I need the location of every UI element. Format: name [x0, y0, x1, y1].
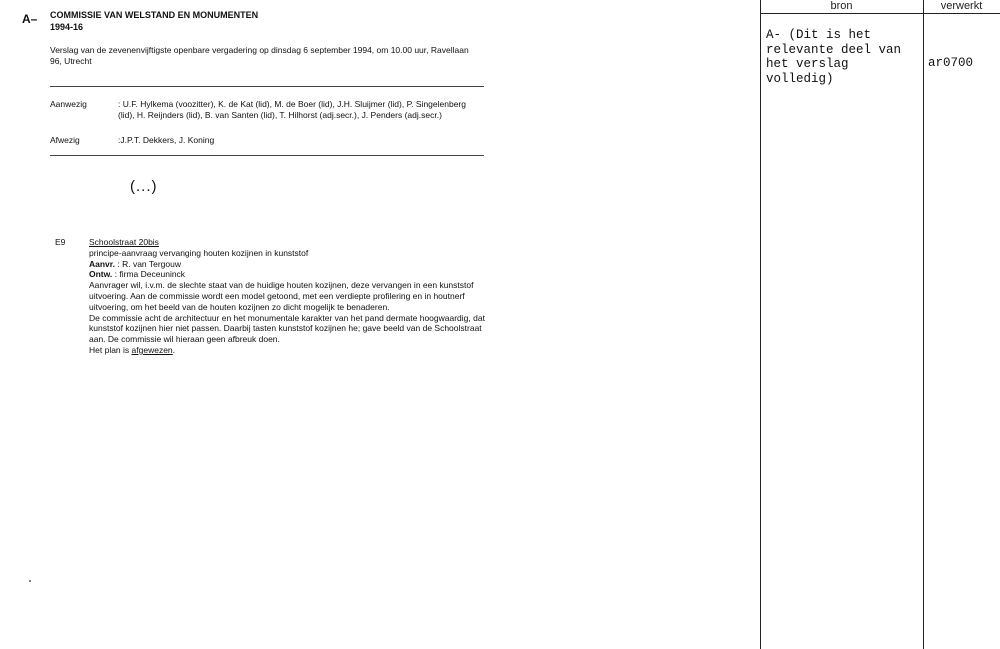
table-border-left: [760, 0, 761, 649]
omission-marker: (...): [130, 178, 158, 195]
item-conclusion: [89, 345, 494, 356]
divider: [50, 86, 484, 87]
agenda-item: [89, 237, 494, 356]
table-header-rule: [760, 13, 1000, 14]
present-list: : U.F. Hylkema (voozitter), K. de Kat (lid), M. de Boer (lid), J.H. Sluijmer (lid), P. Singelenberg (lid), H. Reijnders (lid), B. van Santen (lid), T. Hilhorst (adj.secr.), J. Penders (adj.secr.): [118, 99, 466, 120]
item-street: Schoolstraat 20bis: [89, 237, 159, 247]
conclusion-prefix: Het plan is: [89, 344, 130, 355]
item-code: E9: [55, 237, 66, 247]
absent-label: Afwezig: [50, 135, 80, 145]
document-year: 1994-16: [50, 22, 84, 32]
ontw-label: Ontw.: [89, 269, 113, 280]
item-subject: principe-aanvraag vervanging houten kozijnen in kunststof: [89, 247, 309, 258]
present-label: Aanwezig: [50, 99, 87, 109]
document-header: [50, 9, 258, 33]
scan-speck: [29, 580, 31, 582]
conclusion-suffix: .: [172, 344, 176, 355]
meeting-description: Verslag van de zevenenvijftigste openbare vergadering op dinsdag 6 september 1994, om 10.00 uur, Ravellaan 96, Utrecht: [50, 45, 469, 66]
aanvr-label: Aanvr.: [89, 258, 115, 269]
column-header-verwerkt: verwerkt: [940, 0, 983, 12]
item-paragraph-2: De commissie acht de architectuur en het monumentale karakter van het pand dermate hoogwaardig, dat kunststof kozijnen hier niet passen. Daarbij tasten kunststof kozijnen he; gave beeld van de Schoolstraat aan. De commissie wil hieraan geen afbreuk doen.: [89, 312, 485, 345]
item-paragraph-1: Aanvrager wil, i.v.m. de slechte staat van de huidige houten kozijnen, deze vervangen in een kunststof uitvoering. Aan de commissie wordt een model getoond, met een verdiepte profilering en in houtnerf uitvoering, om het beeld van de houten kozijnen zo dicht mogelijk te benaderen.: [89, 280, 474, 312]
divider: [50, 155, 484, 156]
ontw-value: : firma Deceuninck: [114, 269, 186, 280]
conclusion-decision: afgewezen: [131, 344, 173, 355]
bron-note: A- (Dit is het relevante deel van het verslag volledig): [766, 28, 902, 86]
absent-list: :J.P.T. Dekkers, J. Koning: [118, 135, 215, 145]
verwerkt-value: ar0700: [928, 56, 974, 70]
aanvr-value: : R. van Tergouw: [117, 258, 182, 269]
document-title: COMMISSIE VAN WELSTAND EN MONUMENTEN: [50, 10, 259, 20]
column-header-bron: bron: [830, 0, 853, 12]
table-column-divider: [923, 0, 924, 649]
section-marker: A–: [22, 12, 38, 26]
